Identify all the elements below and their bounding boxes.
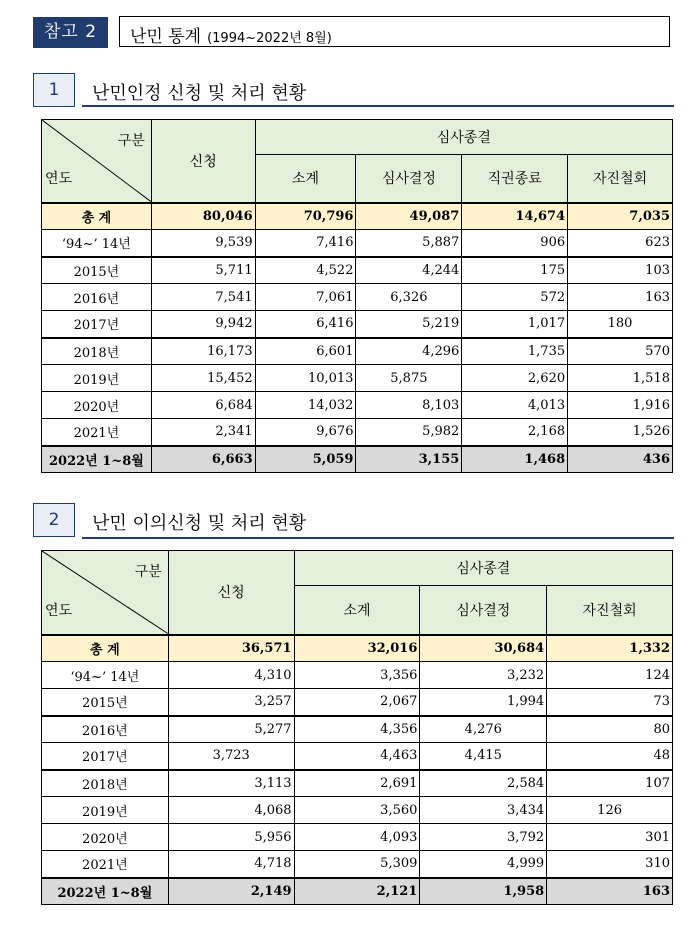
table-row bbox=[42, 392, 673, 419]
cell: 2,341 bbox=[151, 419, 255, 446]
table1-sub-header: 소계 bbox=[255, 155, 356, 203]
row-label: 2022년 1~8월 bbox=[42, 446, 152, 473]
cell: 5,956 bbox=[168, 824, 294, 851]
section-2-number: 2 bbox=[33, 503, 75, 537]
cell: 14,674 bbox=[462, 203, 568, 230]
table-row bbox=[42, 284, 673, 311]
cell: 5,277 bbox=[168, 716, 294, 743]
cell: 9,539 bbox=[151, 230, 255, 257]
row-label: 2016년 bbox=[42, 284, 152, 311]
cell: 70,796 bbox=[255, 203, 356, 230]
cell: 124 bbox=[547, 662, 673, 689]
table1-sub-header: 심사결정 bbox=[356, 155, 462, 203]
cell: 2,067 bbox=[294, 689, 420, 716]
row-label: 2015년 bbox=[42, 689, 169, 716]
cell: 175 bbox=[462, 257, 568, 284]
cell: 36,571 bbox=[168, 635, 294, 662]
table1-sub-header: 자진철회 bbox=[568, 155, 673, 203]
reference-badge: 참고 2 bbox=[33, 17, 108, 48]
cell: 2,121 bbox=[294, 878, 420, 905]
cell: 48 bbox=[547, 743, 673, 770]
cell: 4,415 bbox=[420, 743, 547, 770]
cell: 163 bbox=[568, 284, 673, 311]
table-row bbox=[42, 257, 673, 284]
cell: 4,999 bbox=[420, 851, 547, 878]
page-title: 난민 통계 (1994~2022년 8월) bbox=[130, 27, 332, 47]
table-row bbox=[42, 635, 673, 662]
row-label: 2017년 bbox=[42, 311, 152, 338]
cell: 2,620 bbox=[462, 365, 568, 392]
cell: 1,958 bbox=[420, 878, 547, 905]
cell: 1,916 bbox=[568, 392, 673, 419]
refugee-application-table bbox=[41, 119, 673, 473]
table1-applied-header: 신청 bbox=[151, 120, 255, 203]
cell: 4,013 bbox=[462, 392, 568, 419]
cell: 572 bbox=[462, 284, 568, 311]
cell: 1,017 bbox=[462, 311, 568, 338]
table1-corner-header bbox=[42, 120, 152, 203]
cell: 163 bbox=[547, 878, 673, 905]
cell: 80,046 bbox=[151, 203, 255, 230]
table-row bbox=[42, 311, 673, 338]
table1-sub-header: 직권종료 bbox=[462, 155, 568, 203]
cell: 6,663 bbox=[151, 446, 255, 473]
cell: 107 bbox=[547, 770, 673, 797]
cell: 5,887 bbox=[356, 230, 462, 257]
cell: 5,711 bbox=[151, 257, 255, 284]
table-row bbox=[42, 365, 673, 392]
cell: 10,013 bbox=[255, 365, 356, 392]
row-label: 2015년 bbox=[42, 257, 152, 284]
row-label: 2019년 bbox=[42, 797, 169, 824]
row-label: 총 계 bbox=[42, 635, 169, 662]
cell: 436 bbox=[568, 446, 673, 473]
cell: 3,723 bbox=[168, 743, 294, 770]
cell: 2,691 bbox=[294, 770, 420, 797]
cell: 3,155 bbox=[356, 446, 462, 473]
row-label: 2020년 bbox=[42, 824, 169, 851]
table-row bbox=[42, 662, 673, 689]
cell: 103 bbox=[568, 257, 673, 284]
table2-group-header: 심사종결 bbox=[294, 551, 672, 586]
cell: 7,061 bbox=[255, 284, 356, 311]
table2-corner-col-label: 구분 bbox=[134, 564, 162, 580]
table-row bbox=[42, 338, 673, 365]
row-label: 2018년 bbox=[42, 338, 152, 365]
cell: 9,942 bbox=[151, 311, 255, 338]
table-row bbox=[42, 419, 673, 446]
section-1-title: 난민인정 신청 및 처리 현황 bbox=[92, 83, 307, 104]
cell: 7,416 bbox=[255, 230, 356, 257]
table1-corner-col-label: 구분 bbox=[117, 133, 145, 149]
refugee-appeal-table bbox=[41, 550, 673, 905]
row-label: 2020년 bbox=[42, 392, 152, 419]
cell: 2,149 bbox=[168, 878, 294, 905]
cell: 1,994 bbox=[420, 689, 547, 716]
cell: 6,684 bbox=[151, 392, 255, 419]
table-row bbox=[42, 797, 673, 824]
cell: 2,168 bbox=[462, 419, 568, 446]
cell: 1,518 bbox=[568, 365, 673, 392]
cell: 6,416 bbox=[255, 311, 356, 338]
page-period: (1994~2022년 8월) bbox=[207, 31, 332, 46]
table2-corner-row-label: 연도 bbox=[45, 602, 73, 619]
cell: 3,560 bbox=[294, 797, 420, 824]
section-2-underline bbox=[82, 537, 674, 539]
table-row bbox=[42, 230, 673, 257]
cell: 5,059 bbox=[255, 446, 356, 473]
title-box bbox=[119, 16, 670, 47]
cell: 3,113 bbox=[168, 770, 294, 797]
cell: 4,356 bbox=[294, 716, 420, 743]
cell: 4,310 bbox=[168, 662, 294, 689]
cell: 80 bbox=[547, 716, 673, 743]
cell: 1,735 bbox=[462, 338, 568, 365]
cell: 301 bbox=[547, 824, 673, 851]
cell: 6,326 bbox=[356, 284, 462, 311]
row-label: 2018년 bbox=[42, 770, 169, 797]
table-row bbox=[42, 878, 673, 905]
cell: 180 bbox=[568, 311, 673, 338]
cell: 49,087 bbox=[356, 203, 462, 230]
cell: 16,173 bbox=[151, 338, 255, 365]
cell: 3,792 bbox=[420, 824, 547, 851]
cell: 4,068 bbox=[168, 797, 294, 824]
cell: 7,541 bbox=[151, 284, 255, 311]
cell: 6,601 bbox=[255, 338, 356, 365]
cell: 3,257 bbox=[168, 689, 294, 716]
table-row bbox=[42, 716, 673, 743]
section-1-number: 1 bbox=[33, 73, 75, 107]
row-label: 2016년 bbox=[42, 716, 169, 743]
table1-group-header: 심사종결 bbox=[255, 120, 672, 155]
cell: 3,232 bbox=[420, 662, 547, 689]
cell: 4,093 bbox=[294, 824, 420, 851]
cell: 3,356 bbox=[294, 662, 420, 689]
cell: 623 bbox=[568, 230, 673, 257]
section-1-underline bbox=[82, 105, 674, 107]
table-row bbox=[42, 743, 673, 770]
table-row bbox=[42, 446, 673, 473]
table2-sub-header: 심사결정 bbox=[420, 586, 547, 635]
row-label: 총 계 bbox=[42, 203, 152, 230]
table-row bbox=[42, 824, 673, 851]
table-row bbox=[42, 203, 673, 230]
cell: 5,982 bbox=[356, 419, 462, 446]
cell: 126 bbox=[547, 797, 673, 824]
table2-corner-header bbox=[42, 551, 169, 635]
section-2-title: 난민 이의신청 및 처리 현황 bbox=[92, 513, 307, 534]
table-row bbox=[42, 851, 673, 878]
cell: 5,875 bbox=[356, 365, 462, 392]
row-label: 2019년 bbox=[42, 365, 152, 392]
table2-sub-header: 자진철회 bbox=[547, 586, 673, 635]
cell: 14,032 bbox=[255, 392, 356, 419]
cell: 32,016 bbox=[294, 635, 420, 662]
row-label: ‘94~’ 14년 bbox=[42, 230, 152, 257]
table1-corner-row-label: 연도 bbox=[45, 170, 73, 187]
cell: 4,296 bbox=[356, 338, 462, 365]
cell: 2,584 bbox=[420, 770, 547, 797]
row-label: 2017년 bbox=[42, 743, 169, 770]
cell: 5,219 bbox=[356, 311, 462, 338]
row-label: 2021년 bbox=[42, 851, 169, 878]
cell: 3,434 bbox=[420, 797, 547, 824]
cell: 15,452 bbox=[151, 365, 255, 392]
table2-sub-header: 소계 bbox=[294, 586, 420, 635]
cell: 4,463 bbox=[294, 743, 420, 770]
cell: 1,526 bbox=[568, 419, 673, 446]
table-row bbox=[42, 689, 673, 716]
cell: 7,035 bbox=[568, 203, 673, 230]
cell: 906 bbox=[462, 230, 568, 257]
cell: 310 bbox=[547, 851, 673, 878]
cell: 9,676 bbox=[255, 419, 356, 446]
cell: 570 bbox=[568, 338, 673, 365]
cell: 1,332 bbox=[547, 635, 673, 662]
cell: 1,468 bbox=[462, 446, 568, 473]
table2-applied-header: 신청 bbox=[168, 551, 294, 635]
cell: 30,684 bbox=[420, 635, 547, 662]
row-label: 2022년 1~8월 bbox=[42, 878, 169, 905]
cell: 4,244 bbox=[356, 257, 462, 284]
table-row bbox=[42, 770, 673, 797]
cell: 8,103 bbox=[356, 392, 462, 419]
cell: 4,276 bbox=[420, 716, 547, 743]
cell: 73 bbox=[547, 689, 673, 716]
row-label: 2021년 bbox=[42, 419, 152, 446]
row-label: ‘94~’ 14년 bbox=[42, 662, 169, 689]
cell: 4,522 bbox=[255, 257, 356, 284]
cell: 5,309 bbox=[294, 851, 420, 878]
cell: 4,718 bbox=[168, 851, 294, 878]
